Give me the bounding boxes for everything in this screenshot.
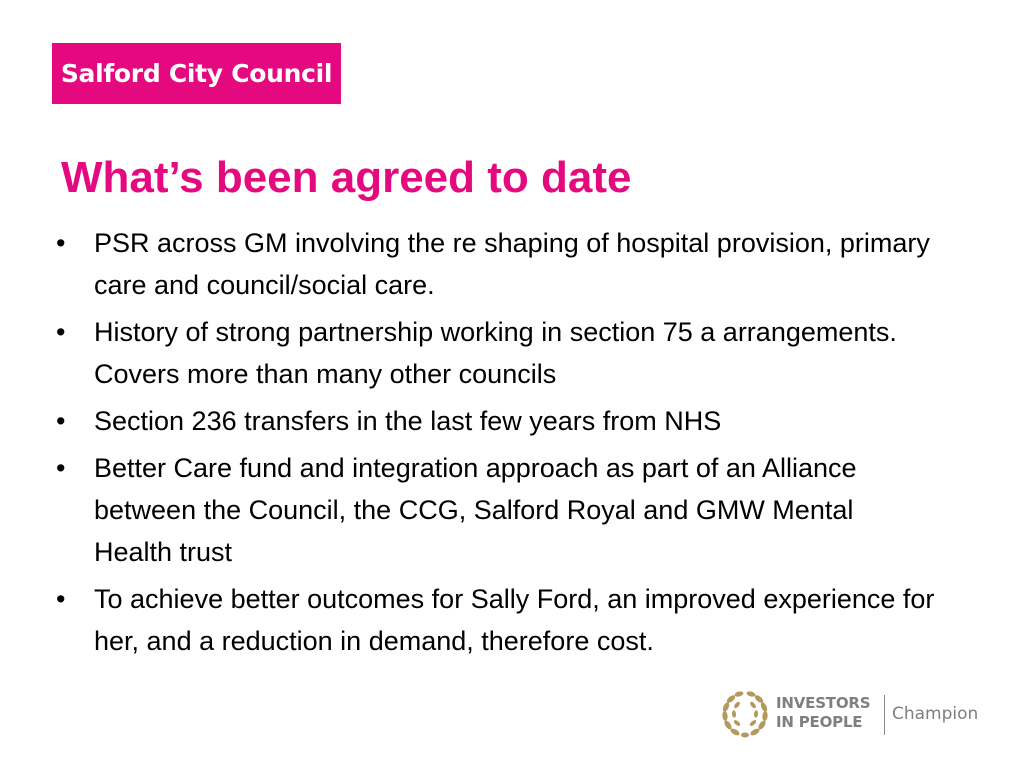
bullet-dot: • [56,584,66,614]
laurel-wreath-icon [720,690,770,740]
slide-title: What’s been agreed to date [61,153,632,202]
bullet-text: History of strong partnership working in section 75 a arrangements. Covers more than many other councils [94,317,897,389]
bullet-item [56,578,936,662]
investors-in-people-wordmark [776,694,870,732]
iip-line-1: INVESTORS [776,694,871,712]
bullet-text: PSR across GM involving the re shaping of hospital provision, primary care and council/social care. [94,228,930,300]
salford-city-council-logo [52,43,341,104]
bullet-item [56,222,936,306]
bullet-item [56,447,936,573]
bullet-text: Better Care fund and integration approach as part of an Alliance between the Council, the CCG, Salford Royal and GMW Mental Health trust [94,453,857,567]
iip-line-2: IN PEOPLE [776,713,863,731]
badge-divider [884,695,885,735]
bullet-item [56,311,936,395]
bullet-text: To achieve better outcomes for Sally Ford, an improved experience for her, and a reduction in demand, therefore cost. [94,584,935,656]
bullet-dot: • [56,228,66,258]
bullet-dot: • [56,317,66,347]
bullet-list [56,222,936,667]
bullet-dot: • [56,453,66,483]
bullet-text: Section 236 transfers in the last few years from NHS [94,406,722,436]
logo-text: Salford City Council [60,59,333,88]
bullet-item [56,400,936,442]
champion-label: Champion [892,704,979,724]
bullet-dot: • [56,406,66,436]
investors-in-people-badge [720,690,990,742]
